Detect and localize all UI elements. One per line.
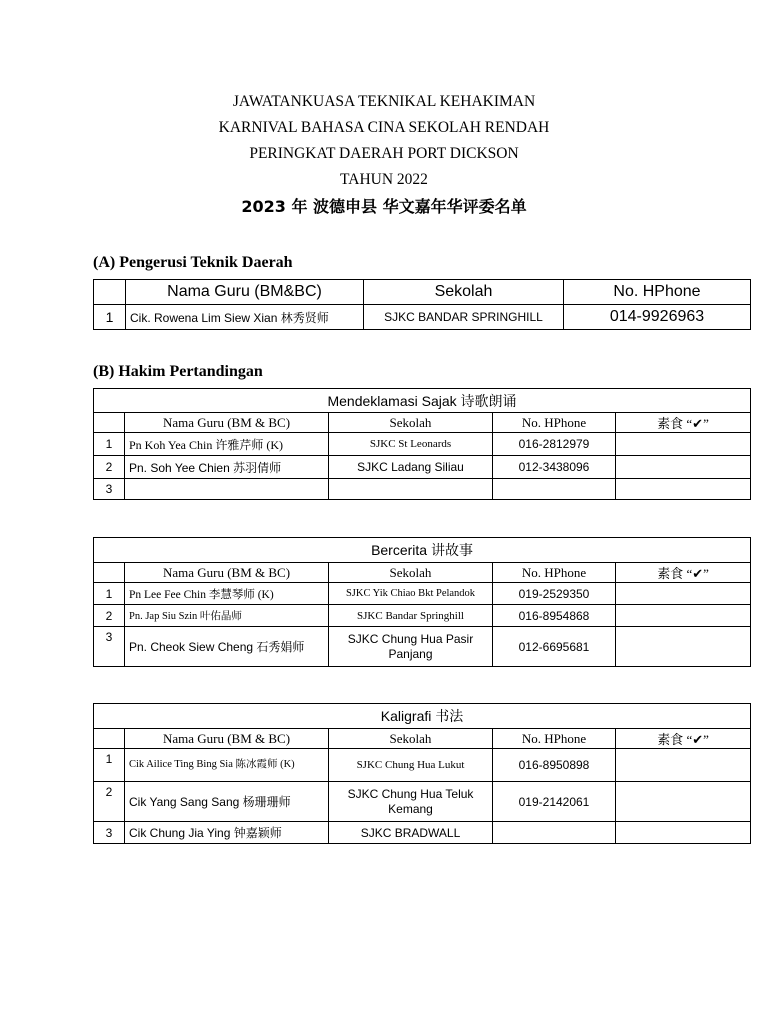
- col-header-vegetarian: 素食 “✔”: [616, 413, 751, 433]
- table-caption: Mendeklamasi Sajak 诗歌朗诵: [94, 389, 751, 413]
- vegetarian-mark: [616, 583, 751, 605]
- phone-number: 019-2529350: [493, 583, 616, 605]
- vegetarian-mark: [616, 749, 751, 782]
- table-row: [94, 605, 751, 627]
- table-caption: Kaligrafi 书法: [94, 704, 751, 729]
- table-caption-row: [94, 704, 751, 729]
- school-name: SJKC Chung Hua Pasir Panjang: [329, 627, 493, 667]
- section-b-title: (B) Hakim Pertandingan: [93, 363, 263, 380]
- header-line-2: KARNIVAL BAHASA CINA SEKOLAH RENDAH: [218, 119, 550, 136]
- col-header-name: Nama Guru (BM & BC): [125, 729, 329, 749]
- phone-number: 016-8950898: [493, 749, 616, 782]
- col-header-name: Nama Guru (BM & BC): [125, 413, 329, 433]
- vegetarian-mark: [616, 456, 751, 479]
- school-name: SJKC Chung Hua Teluk Kemang: [329, 782, 493, 822]
- blank-cell: [94, 413, 125, 433]
- table-row: [94, 782, 751, 822]
- col-header-name: Nama Guru (BM & BC): [125, 563, 329, 583]
- table-caption-row: [94, 538, 751, 563]
- kaligrafi-table: [93, 703, 751, 844]
- col-header-phone: No. HPhone: [493, 729, 616, 749]
- section-a-title: (A) Pengerusi Teknik Daerah: [93, 254, 293, 271]
- school-name: SJKC Ladang Siliau: [329, 456, 493, 479]
- vegetarian-mark: [616, 627, 751, 667]
- col-header-vegetarian: 素食 “✔”: [616, 563, 751, 583]
- row-number: 3: [94, 479, 125, 500]
- school-name: [329, 479, 493, 500]
- blank-cell: [94, 563, 125, 583]
- teacher-name: Pn. Cheok Siew Cheng 石秀娟师: [125, 627, 329, 667]
- teacher-name: Cik Chung Jia Ying 钟嘉颖师: [125, 822, 329, 844]
- column-header-row: [94, 563, 751, 583]
- teacher-name: Pn. Soh Yee Chien 苏羽倩师: [125, 456, 329, 479]
- col-header-name: Nama Guru (BM&BC): [126, 280, 364, 305]
- school-name: SJKC St Leonards: [329, 433, 493, 456]
- vegetarian-mark: [616, 479, 751, 500]
- phone-number: 012-6695681: [493, 627, 616, 667]
- table-row: [94, 749, 751, 782]
- school-name: SJKC BRADWALL: [329, 822, 493, 844]
- blank-cell: [94, 729, 125, 749]
- teacher-name: Cik Ailice Ting Bing Sia 陈冰霞师 (K): [125, 749, 329, 782]
- blank-cell: [94, 280, 126, 305]
- teacher-name: [125, 479, 329, 500]
- header-line-1: JAWATANKUASA TEKNIKAL KEHAKIMAN: [232, 93, 536, 110]
- vegetarian-mark: [616, 433, 751, 456]
- table-row: [94, 822, 751, 844]
- header-line-3: PERINGKAT DAERAH PORT DICKSON: [249, 145, 519, 162]
- table-row: [94, 433, 751, 456]
- column-header-row: [94, 413, 751, 433]
- col-header-school: Sekolah: [329, 729, 493, 749]
- school-name: SJKC BANDAR SPRINGHILL: [364, 305, 564, 330]
- school-name: SJKC Yik Chiao Bkt Pelandok: [329, 583, 493, 605]
- school-name: SJKC Bandar Springhill: [329, 605, 493, 627]
- document-header: [0, 89, 768, 221]
- phone-number: 016-2812979: [493, 433, 616, 456]
- teacher-name: Pn Koh Yea Chin 许雅芹师 (K): [125, 433, 329, 456]
- teacher-name: Cik. Rowena Lim Siew Xian 林秀贤师: [126, 305, 364, 330]
- table-caption-row: [94, 389, 751, 413]
- phone-number: 014-9926963: [564, 305, 751, 330]
- bercerita-table: [93, 537, 751, 667]
- col-header-phone: No. HPhone: [564, 280, 751, 305]
- phone-number: 019-2142061: [493, 782, 616, 822]
- row-number: 1: [94, 583, 125, 605]
- row-number: 2: [94, 782, 125, 822]
- table-caption: Bercerita 讲故事: [94, 538, 751, 563]
- row-number: 1: [94, 305, 126, 330]
- row-number: 2: [94, 605, 125, 627]
- col-header-school: Sekolah: [329, 413, 493, 433]
- vegetarian-mark: [616, 605, 751, 627]
- row-number: 1: [94, 749, 125, 782]
- teacher-name: Cik Yang Sang Sang 杨珊珊师: [125, 782, 329, 822]
- vegetarian-mark: [616, 782, 751, 822]
- row-number: 3: [94, 822, 125, 844]
- table-row: [94, 627, 751, 667]
- teacher-name: Pn. Jap Siu Szin 叶佑晶师: [125, 605, 329, 627]
- col-header-school: Sekolah: [364, 280, 564, 305]
- table-row: [94, 583, 751, 605]
- row-number: 3: [94, 627, 125, 667]
- header-line-chinese: 2023 年 波德申县 华文嘉年华评委名单: [241, 197, 527, 216]
- school-name: SJKC Chung Hua Lukut: [329, 749, 493, 782]
- table-row: [94, 479, 751, 500]
- section-a-header-row: [94, 280, 751, 305]
- header-line-4: TAHUN 2022: [340, 171, 428, 188]
- col-header-phone: No. HPhone: [493, 563, 616, 583]
- teacher-name: Pn Lee Fee Chin 李慧琴师 (K): [125, 583, 329, 605]
- col-header-vegetarian: 素食 “✔”: [616, 729, 751, 749]
- sajak-table: [93, 388, 751, 500]
- phone-number: 012-3438096: [493, 456, 616, 479]
- col-header-school: Sekolah: [329, 563, 493, 583]
- phone-number: [493, 822, 616, 844]
- phone-number: 016-8954868: [493, 605, 616, 627]
- section-a-table: [93, 279, 751, 330]
- row-number: 1: [94, 433, 125, 456]
- table-row: [94, 456, 751, 479]
- table-row: [94, 305, 751, 330]
- phone-number: [493, 479, 616, 500]
- vegetarian-mark: [616, 822, 751, 844]
- column-header-row: [94, 729, 751, 749]
- row-number: 2: [94, 456, 125, 479]
- col-header-phone: No. HPhone: [493, 413, 616, 433]
